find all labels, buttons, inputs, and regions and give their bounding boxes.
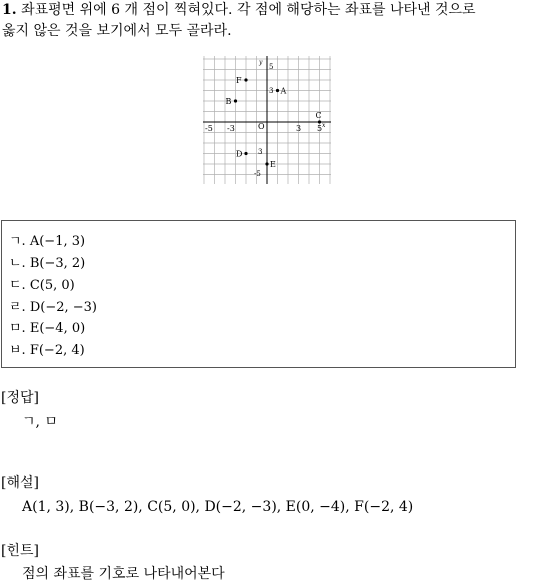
question-text-line1: 좌표평면 위에 6 개 점이 찍혀있다. 각 점에 해당하는 좌표를 나타낸 것으로	[21, 2, 476, 18]
tick-label-x-5: 5	[317, 124, 323, 133]
choice-text: B(−3, 2)	[29, 256, 86, 271]
choice-text: A(−1, 3)	[29, 234, 86, 249]
choice-text: F(−2, 4)	[29, 343, 85, 358]
answer-text: ㄱ, ㅁ	[22, 414, 58, 430]
choice-item	[9, 321, 85, 337]
question-number: 1.	[2, 2, 17, 18]
question-text	[2, 0, 532, 42]
point-c	[318, 120, 321, 123]
point-label-b: B	[225, 97, 232, 106]
choice-item	[9, 256, 85, 272]
tick-label-y-neg5: -5	[254, 170, 261, 178]
origin-label: O	[258, 122, 265, 131]
point-label-a: A	[280, 86, 287, 96]
question-line-1	[2, 0, 532, 21]
explanation-text: A(1, 3), B(−3, 2), C(5, 0), D(−2, −3), E(0, −4), F(−2, 4)	[22, 499, 414, 515]
choice-text: E(−4, 0)	[29, 321, 86, 336]
tick-label-y-neg3: 3	[258, 148, 263, 156]
choice-text: C(5, 0)	[29, 278, 75, 293]
answer-label: [정답]	[1, 390, 39, 406]
hint-text: 점의 좌표를 기호로 나타내어본다	[22, 566, 225, 582]
point-f	[244, 78, 247, 81]
choice-text: D(−2, −3)	[29, 300, 98, 315]
choice-marker: ㄹ.	[9, 300, 26, 315]
choice-item	[9, 300, 97, 316]
coordinate-plane-svg	[203, 56, 331, 184]
point-e	[265, 162, 268, 165]
explanation-label: [해설]	[1, 475, 39, 491]
point-d	[244, 152, 247, 155]
choice-marker: ㅂ.	[9, 343, 26, 358]
choice-marker: ㄱ.	[9, 234, 26, 249]
point-b	[234, 99, 237, 102]
point-label-d: D	[236, 149, 243, 159]
point-label-f: F	[236, 76, 242, 85]
choice-item	[9, 234, 85, 250]
tick-label-x-3: 3	[296, 124, 302, 133]
tick-label-y-3: 3	[269, 87, 274, 95]
choice-item	[9, 278, 75, 294]
point-label-e: E	[270, 160, 276, 169]
choice-item	[9, 343, 85, 359]
coordinate-plane	[203, 56, 331, 184]
tick-label-x-neg5: -5	[205, 124, 213, 133]
tick-label-x-neg3: -3	[227, 124, 235, 133]
tick-label-y-5: 5	[269, 63, 274, 71]
question-line-2: 옳지 않은 것을 보기에서 모두 골라라.	[2, 23, 232, 39]
choices-box	[1, 220, 516, 368]
x-axis-label: x	[322, 122, 326, 129]
point-label-c: C	[315, 111, 322, 120]
choice-marker: ㄴ.	[9, 256, 26, 271]
choice-marker: ㄷ.	[9, 278, 26, 293]
hint-label: [힌트]	[1, 543, 39, 559]
y-axis-label: y	[259, 59, 263, 66]
choice-marker: ㅁ.	[9, 321, 26, 336]
point-a	[276, 89, 279, 92]
